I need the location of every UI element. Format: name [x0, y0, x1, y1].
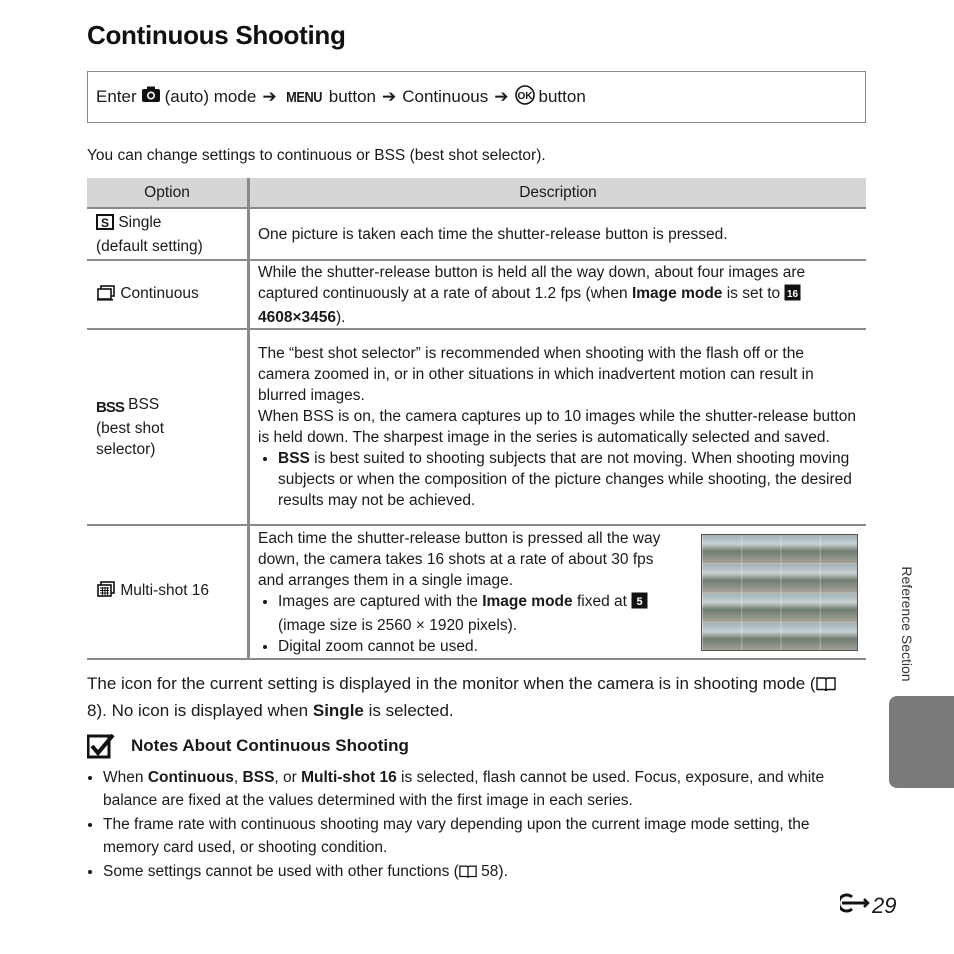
header-option: Option	[87, 178, 249, 208]
continuous-icon	[96, 285, 116, 307]
desc-continuous: While the shutter-release button is held all the way down, about four images are captured continuously at a rate of about 1.2 fps (when Image mode is set to 16 4608×3456).	[249, 260, 867, 329]
book-reference-icon	[459, 864, 477, 887]
arrow-right-icon: ➔	[494, 87, 509, 106]
option-single: S Single (default setting)	[87, 208, 249, 260]
list-item: • When Continuous, BSS, or Multi-shot 16 is selected, flash cannot be used. Focus, exposure, and white balance are fixed at the values determined with the first image in each series.	[103, 767, 867, 812]
list-item: • Some settings cannot be used with other functions ( 58).	[103, 861, 867, 887]
table-row	[87, 208, 866, 260]
desc-multishot: Each time the shutter-release button is pressed all the way down, the camera takes 16 shots at a rate of about 30 fps and arranges them in a single image. • Images are captured with the Image mode fixed at 5 (image size is 2560 × 1920 pixels). • Digital zoom cannot be used.	[249, 525, 867, 659]
current-setting-note: The icon for the current setting is displayed in the monitor when the camera is in shooting mode ( 8). No icon is displayed when Single is selected.	[87, 672, 857, 723]
book-reference-icon	[816, 675, 836, 699]
image-size-16m-icon	[784, 284, 801, 307]
nav-enter: Enter	[96, 87, 137, 106]
multishot-16-icon	[96, 581, 116, 604]
svg-text:16: 16	[787, 288, 799, 300]
section-tab	[889, 696, 954, 788]
list-item: • BSS is best suited to shooting subjects that are not moving. When shooting moving subjects or when the composition of the picture changes while shooting, the desired results may not be achieved.	[278, 448, 858, 511]
bss-icon: BSS	[96, 399, 124, 416]
header-description: Description	[249, 178, 867, 208]
table-row	[87, 525, 866, 659]
svg-text:S: S	[100, 215, 110, 230]
table-row	[87, 329, 866, 525]
options-table	[87, 178, 866, 660]
nav-button1: button	[328, 87, 376, 106]
checkmark-icon	[87, 733, 115, 759]
nav-continuous: Continuous	[402, 87, 489, 106]
intro-text: You can change settings to continuous or BSS (best shot selector).	[87, 147, 546, 164]
svg-text:OK: OK	[517, 90, 533, 102]
desc-single: One picture is taken each time the shutter-release button is pressed.	[249, 208, 867, 260]
ok-button-icon	[515, 85, 535, 110]
desc-bss: The “best shot selector” is recommended when shooting with the flash off or the camera zoomed in, or in other situations in which inadvertent motion can result in blurred images. When BSS is on, the camera captures up to 10 images while the shutter-release button is held down. The sharpest image in the series is automatically selected and saved. • BSS is best suited to shooting subjects that are not moving. When shooting moving subjects or when the composition of the picture changes while shooting, the desired results may not be achieved.	[249, 329, 867, 525]
menu-path	[87, 71, 866, 123]
page-number: 29	[840, 893, 896, 919]
multishot-sample-image	[701, 534, 858, 651]
list-item: • Digital zoom cannot be used.	[278, 636, 676, 657]
camera-icon	[141, 86, 161, 108]
notes-list	[87, 767, 867, 889]
image-size-5m-icon	[631, 592, 648, 615]
option-multishot: Multi-shot 16	[87, 525, 249, 659]
notes-heading: Notes About Continuous Shooting	[87, 733, 409, 759]
arrow-right-icon: ➔	[382, 87, 397, 106]
nav-auto-mode: (auto) mode	[164, 87, 257, 106]
single-frame-icon	[96, 214, 114, 236]
page-title: Continuous Shooting	[87, 20, 346, 50]
option-bss: BSS BSS (best shot selector)	[87, 329, 249, 525]
reference-section-e-icon	[840, 893, 870, 919]
table-row	[87, 260, 866, 329]
list-item: • Images are captured with the Image mode fixed at 5 (image size is 2560 × 1920 pixels).	[278, 591, 676, 636]
list-item: • The frame rate with continuous shooting may vary depending upon the current image mode setting, the memory card used, or shooting condition.	[103, 814, 867, 859]
nav-button2: button	[538, 87, 586, 106]
menu-label: MENU	[285, 88, 322, 106]
svg-text:5: 5	[636, 595, 643, 608]
arrow-right-icon: ➔	[262, 87, 277, 106]
section-label: Reference Section	[899, 566, 915, 682]
option-continuous: Continuous	[87, 260, 249, 329]
